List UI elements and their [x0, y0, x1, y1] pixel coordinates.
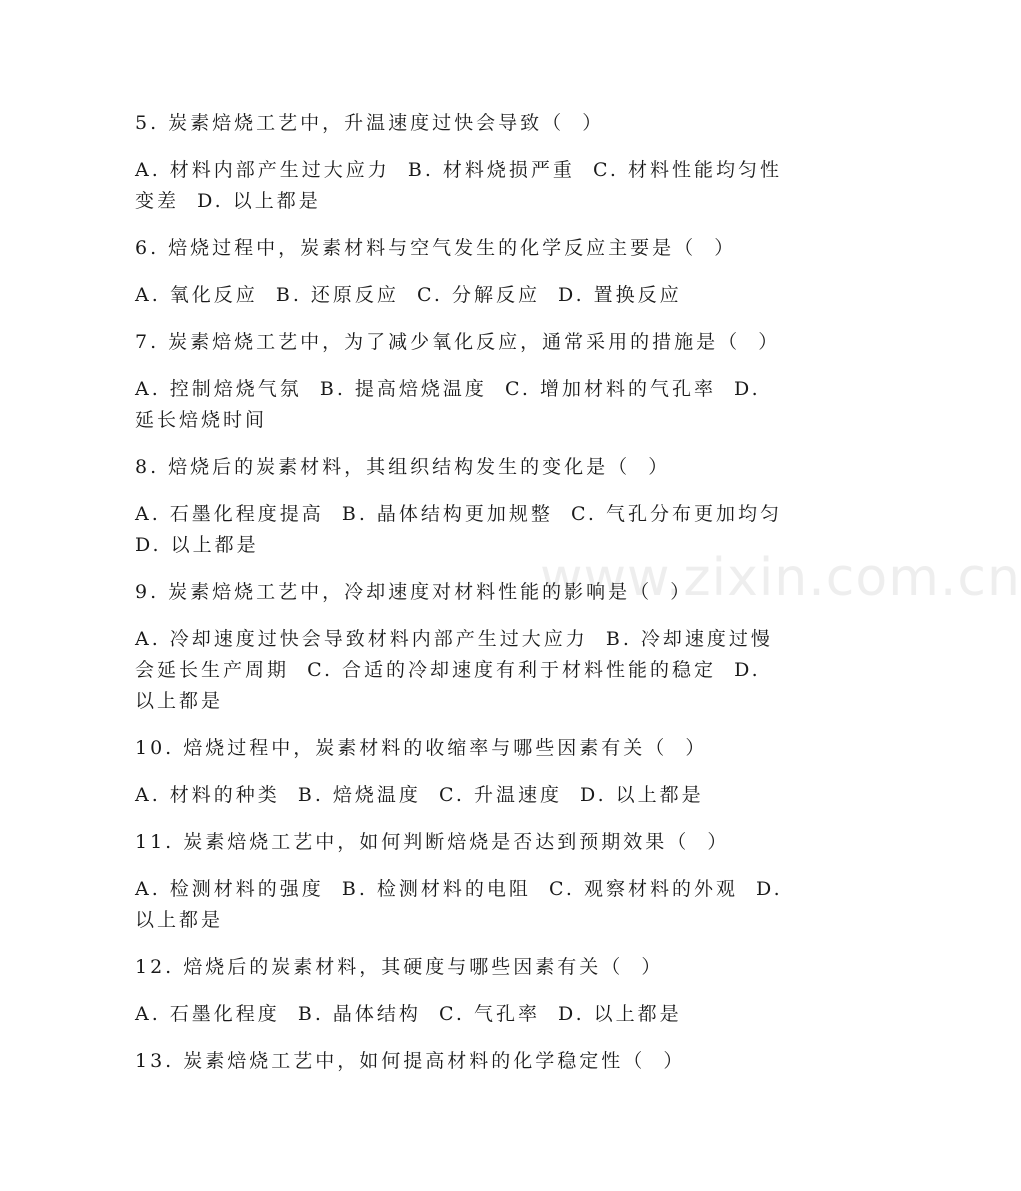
- question-item-8: [135, 452, 801, 561]
- question-item-5: [135, 108, 785, 217]
- question-list: [135, 108, 801, 1093]
- watermark: www.zixin.com.cn: [540, 548, 1021, 608]
- question-text: 5. 炭素焙烧工艺中，升温速度过快会导致（ ）: [135, 112, 605, 134]
- question-text: 13. 炭素焙烧工艺中，如何提高材料的化学稳定性（ ）: [135, 1050, 686, 1072]
- question-options: A. 检测材料的强度 B. 检测材料的电阻 C. 观察材料的外观 D. 以上都是: [135, 878, 792, 931]
- question-item-13: [135, 1046, 785, 1077]
- question-options: A. 材料内部产生过大应力 B. 材料烧损严重 C. 材料性能均匀性变差 D. 以上都是: [135, 159, 782, 212]
- question-text: 9. 炭素焙烧工艺中，冷却速度对材料性能的影响是（ ）: [135, 581, 693, 603]
- question-text: 10. 焙烧过程中，炭素材料的收缩率与哪些因素有关（ ）: [135, 737, 708, 759]
- question-text: 7. 炭素焙烧工艺中，为了减少氧化反应，通常采用的措施是（ ）: [135, 331, 781, 353]
- question-options: A. 冷却速度过快会导致材料内部产生过大应力 B. 冷却速度过慢会延长生产周期 C. 合适的冷却速度有利于材料性能的稳定 D. 以上都是: [135, 628, 773, 712]
- question-item-10: [135, 733, 785, 811]
- question-options: A. 材料的种类 B. 焙烧温度 C. 升温速度 D. 以上都是: [135, 784, 704, 806]
- question-item-11: [135, 827, 792, 936]
- question-text: 11. 炭素焙烧工艺中，如何判断焙烧是否达到预期效果（ ）: [135, 831, 730, 853]
- question-text: 6. 焙烧过程中，炭素材料与空气发生的化学反应主要是（ ）: [135, 237, 737, 259]
- question-item-6: [135, 233, 785, 311]
- question-item-12: [135, 952, 785, 1030]
- question-text: 8. 焙烧后的炭素材料，其组织结构发生的变化是（ ）: [135, 456, 671, 478]
- question-options: A. 石墨化程度提高 B. 晶体结构更加规整 C. 气孔分布更加均匀 D. 以上都是: [135, 503, 801, 556]
- question-options: A. 石墨化程度 B. 晶体结构 C. 气孔率 D. 以上都是: [135, 1003, 682, 1025]
- question-options: A. 控制焙烧气氛 B. 提高焙烧温度 C. 增加材料的气孔率 D. 延长焙烧时间: [135, 378, 770, 431]
- question-text: 12. 焙烧后的炭素材料，其硬度与哪些因素有关（ ）: [135, 956, 664, 978]
- question-options: A. 氧化反应 B. 还原反应 C. 分解反应 D. 置换反应: [135, 284, 682, 306]
- question-item-9: [135, 577, 785, 717]
- question-item-7: [135, 327, 785, 436]
